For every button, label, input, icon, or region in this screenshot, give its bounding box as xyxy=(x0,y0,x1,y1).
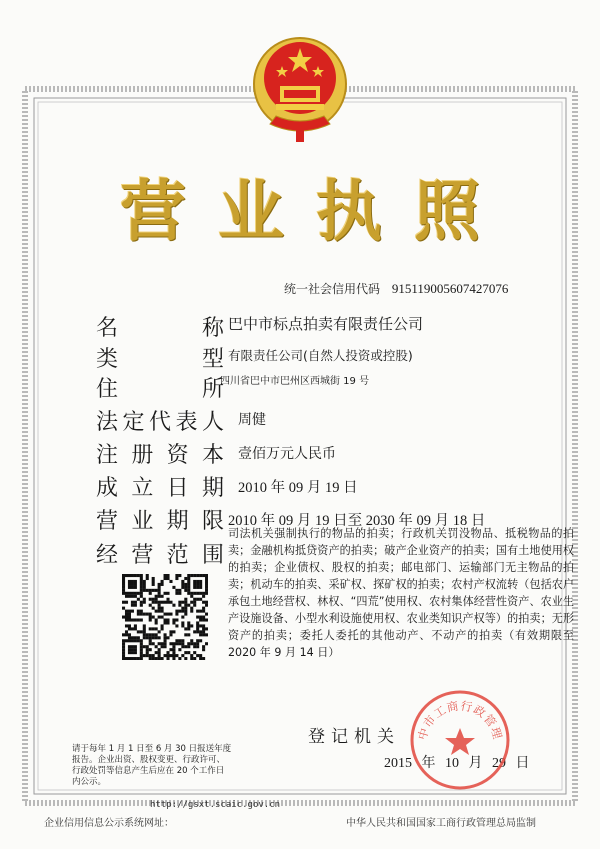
field-address xyxy=(96,372,556,403)
field-label: 成 立 日 期 xyxy=(96,476,224,501)
annual-report-notice: 请于每年 1 月 1 日至 6 月 30 日报送年度报告。企业出资、股权变更、行政许可、行政处罚等信息产生后应在 20 个工作日内公示。 xyxy=(72,744,232,787)
field-established xyxy=(96,471,556,502)
field-label: 住 所 xyxy=(96,377,224,402)
field-legal-rep xyxy=(96,405,556,436)
field-label: 经 营 范 围 xyxy=(96,543,224,568)
field-label: 法 定 代 表 人 xyxy=(96,410,224,435)
business-scope: 司法机关强制执行的物品的拍卖；行政机关罚没物品、抵税物品的拍卖；金融机构抵贷资产的拍卖；破产企业资产的拍卖；国有土地使用权的拍卖；企业债权、股权的拍卖；邮电部门、运输部门无主物品的拍卖；机动车的拍卖、采矿权、探矿权的拍卖；农村产权流转（包括农户承包土地经营权、林权、“四荒”使用权、农村集体经营性资产、农业生产设施设备、小型水利设施使用权、农业类知识产权等）的拍卖；无形资产的拍卖；委托人委托的其他动产、不动产的拍卖（有效期限至 2020 年 9 月 14 日） xyxy=(228,527,574,659)
business-term: 2010 年 09 月 19 日至 2030 年 09 月 18 日 xyxy=(228,513,486,529)
registered-capital: 壹佰万元人民币 xyxy=(238,446,336,462)
qr-code-icon[interactable] xyxy=(122,574,208,660)
credit-code-label: 统一社会信用代码 xyxy=(284,282,381,296)
legal-representative: 周健 xyxy=(238,412,266,428)
company-name: 巴中市标点拍卖有限责任公司 xyxy=(228,315,424,333)
registration-authority-label: 登记机关 xyxy=(308,727,400,747)
svg-text:巴中市工商行政管理局: 中市工商行政管理 xyxy=(415,698,505,742)
national-emblem-icon xyxy=(250,28,350,146)
public-system-url[interactable]: http://gsxt.scaic.gov.cn xyxy=(150,800,281,810)
credit-code xyxy=(284,280,508,297)
field-name xyxy=(96,311,556,342)
company-address: 四川省巴中市巴州区西城街 19 号 xyxy=(220,376,370,387)
document-title: 营业执照 xyxy=(120,173,512,250)
field-label: 名 称 xyxy=(96,316,224,341)
footer-issuer: 中华人民共和国国家工商行政管理总局监制 xyxy=(346,818,536,829)
registration-date: 2015 年 10 月 29 日 xyxy=(384,756,530,771)
company-type: 有限责任公司(自然人投资或控股) xyxy=(228,348,413,363)
field-type xyxy=(96,342,556,373)
field-label: 营 业 期 限 xyxy=(96,509,224,534)
established-date: 2010 年 09 月 19 日 xyxy=(238,480,358,496)
credit-code-value: 915119005607427076 xyxy=(391,281,509,296)
footer-system-label: 企业信用信息公示系统网址： xyxy=(44,818,174,829)
field-label: 注 册 资 本 xyxy=(96,443,224,468)
field-label: 类 型 xyxy=(96,347,224,372)
official-seal-icon xyxy=(408,688,512,792)
field-capital xyxy=(96,438,556,469)
